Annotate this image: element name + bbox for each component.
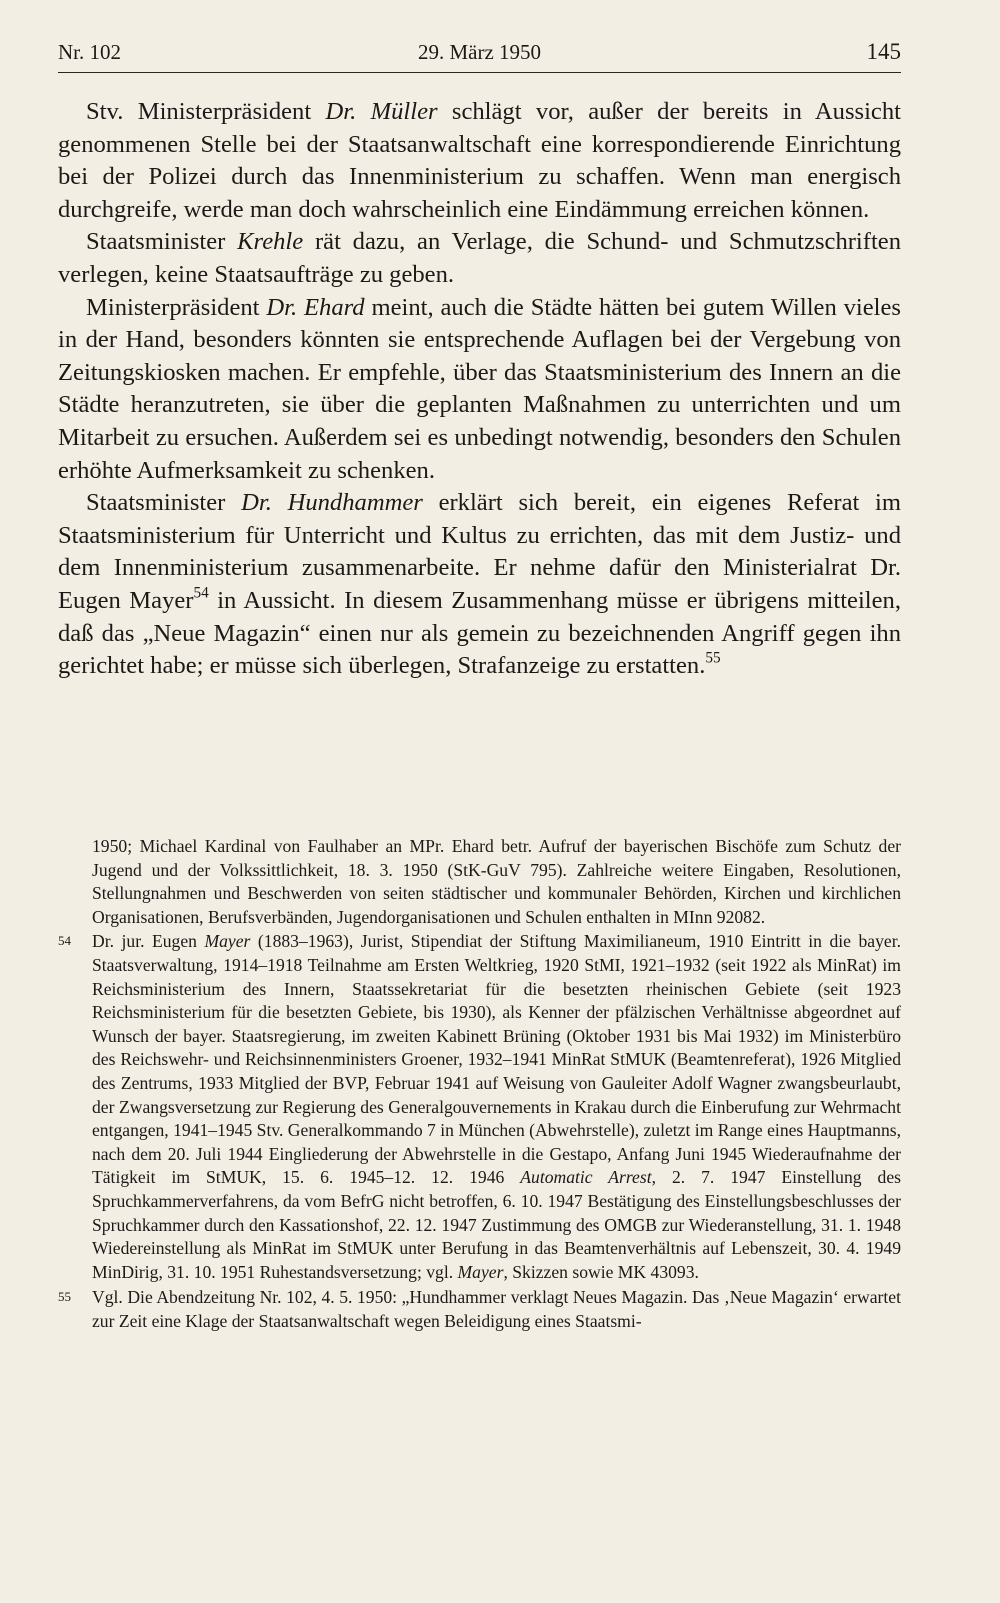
speaker-name: Dr. Hundhammer	[241, 489, 423, 517]
footnote-continuation: 1950; Michael Kardinal von Faulhaber an MPr. Ehard betr. Aufruf der bayerischen Bischöfe zum Schutz der Jugend und der Volkssittlichkeit, 18. 3. 1950 (StK-GuV 795). Zahlreiche weitere Eingaben, Resolutionen, Stellungnahmen und Beschwerden von seiten städtischer und kommunaler Behörden, Kirchen und kirchlichen Organisationen, Berufsverbänden, Jugendorganisationen und Schulen enthalten in MInn 92082.	[92, 836, 901, 927]
paragraph-krehle	[58, 226, 901, 291]
speaker-name: Dr. Ehard	[266, 293, 365, 321]
main-text	[58, 96, 901, 683]
paragraph-text: rät dazu, an Verlage, die Schund- und Schmutzschriften verlegen, keine Staatsaufträge zu geben.	[58, 228, 902, 288]
footnote-reference[interactable]: 55	[705, 649, 721, 667]
footnote-number: 55	[58, 1289, 71, 1305]
footnote-number: 54	[58, 933, 71, 949]
paragraph-text: Stv. Ministerpräsident	[86, 98, 326, 125]
reference-author: Mayer	[457, 1261, 504, 1282]
paragraph-text: erklärt sich bereit, ein eigenes Referat im Staatsministerium für Unterricht und Kultus zu errichten, das mit dem Justiz- und dem Innenministerium zusammenarbeite. Er nehme dafür den Ministerialrat Dr. Eugen Mayer	[58, 489, 902, 614]
footnote-text: , 2. 7. 1947 Einstellung des Spruchkammerverfahrens, da vom BefrG nicht betroffen, 6. 10. 1947 Bestätigung des Einstellungsbeschlusses der Spruchkammer durch den Kassationshof, 22. 12. 1947 Zustimmung des OMGB zur Wiederanstellung, 31. 1. 1948 Wiedereinstellung als MinRat im StMUK unter Berufung in das Beamtenverhältnis auf Lebenszeit, 30. 4. 1949 MinDirig, 31. 10. 1951 Ruhestandsversetzung; vgl.	[92, 1167, 901, 1282]
italic-term: Automatic Arrest	[520, 1167, 652, 1188]
paragraph-hundhammer	[58, 487, 901, 683]
paragraph-text: Staatsminister	[86, 228, 238, 256]
footnote-text: , Skizzen sowie MK 43093.	[503, 1261, 699, 1282]
paragraph-ehard	[58, 292, 901, 488]
person-name: Mayer	[204, 931, 251, 952]
speaker-name: Krehle	[237, 228, 304, 256]
footnote-text: Vgl. Die Abendzeitung Nr. 102, 4. 5. 1950: „Hundhammer verklagt Neues Magazin. Das ‚Neue Magazin‘ erwartet zur Zeit eine Klage der Staatsanwaltschaft wegen Beleidigung eines Staatsmi-	[92, 1287, 901, 1331]
paragraph-text: meint, auch die Städte hätten bei gutem Willen vieles in der Hand, besonders könnten sie entsprechende Auflagen bei der Vergebung von Zeitungskiosken machen. Er empfehle, über das Staatsministerium des Innern an die Städte heranzutreten, sie über die geplanten Maßnahmen zu unterrichten und um Mitarbeit zu ersuchen. Außerdem sei es unbedingt notwendig, besonders den Schulen erhöhte Aufmerksamkeit zu schenken.	[58, 293, 902, 484]
speaker-name: Dr. Müller	[325, 98, 438, 125]
paragraph-text: schlägt vor, außer der bereits in Aussicht genommenen Stelle bei der Staatsanwaltschaft eine korrespondierende Einrichtung bei der Polizei durch das Innenministerium zu schaffen. Wenn man energisch durchgreife, werde man doch wahrscheinlich eine Eindämmung erreichen können.	[58, 98, 901, 223]
header-date: 29. März 1950	[417, 40, 542, 64]
footnote-reference[interactable]: 54	[193, 584, 209, 602]
footnote-text: Dr. jur. Eugen	[92, 931, 205, 952]
footnote-54	[58, 930, 901, 1284]
paragraph-mueller	[58, 96, 901, 226]
document-number: Nr. 102	[58, 40, 121, 64]
header-rule	[58, 72, 901, 73]
running-header	[58, 36, 901, 68]
page-number: 145	[866, 39, 901, 64]
paragraph-text: Staatsminister	[86, 489, 242, 517]
footnote-text: (1883–1963), Jurist, Stipendiat der Stiftung Maximilianeum, 1910 Eintritt in die bayer. Staatsverwaltung, 1914–1918 Teilnahme am Ersten Weltkrieg, 1920 StMI, 1921–1932 (seit 1922 als MinRat) im Reichsministerium des Innern, Staatssekretariat für die besetzten rheinischen Gebiete (seit 1923 Reichsministerium für die besetzten Gebiete, bis 1930), als Kenner der pfälzischen Verhältnisse abgeordnet auf Wunsch der bayer. Staatsregierung, im zweiten Kabinett Brüning (Oktober 1931 bis Mai 1932) im Ministerbüro des Reichswehr- und Reichsinnenministers Groener, 1932–1941 MinRat StMUK (Beamtenreferat), 1926 Mitglied des Zentrums, 1933 Mitglied der BVP, Februar 1941 auf Weisung von Gauleiter Adolf Wagner zwangsbeurlaubt, der Zwangsversetzung zur Regierung des Generalgouvernements in Krakau durch die Einberufung zur Wehrmacht entgangen, 1941–1945 Stv. Generalkommando 7 in München (Abwehrstelle), zuletzt im Range eines Hauptmanns, nach dem 20. Juli 1944 Eingliederung der Abwehrstelle in die Gestapo, Anfang Juni 1945 Wiederaufnahme der Tätigkeit im StMUK, 15. 6. 1945–12. 12. 1946	[92, 931, 901, 1188]
paragraph-text: in Aussicht. In diesem Zusammenhang müsse er übrigens mitteilen, daß das „Neue Magazin“ einen nur als gemein zu bezeichnenden Angriff gegen ihn gerichtet habe; er müsse sich überlegen, Strafanzeige zu erstatten.	[58, 586, 901, 680]
footnotes	[58, 835, 901, 1335]
footnote-55	[58, 1286, 901, 1333]
paragraph-text: Ministerpräsident	[86, 293, 267, 321]
